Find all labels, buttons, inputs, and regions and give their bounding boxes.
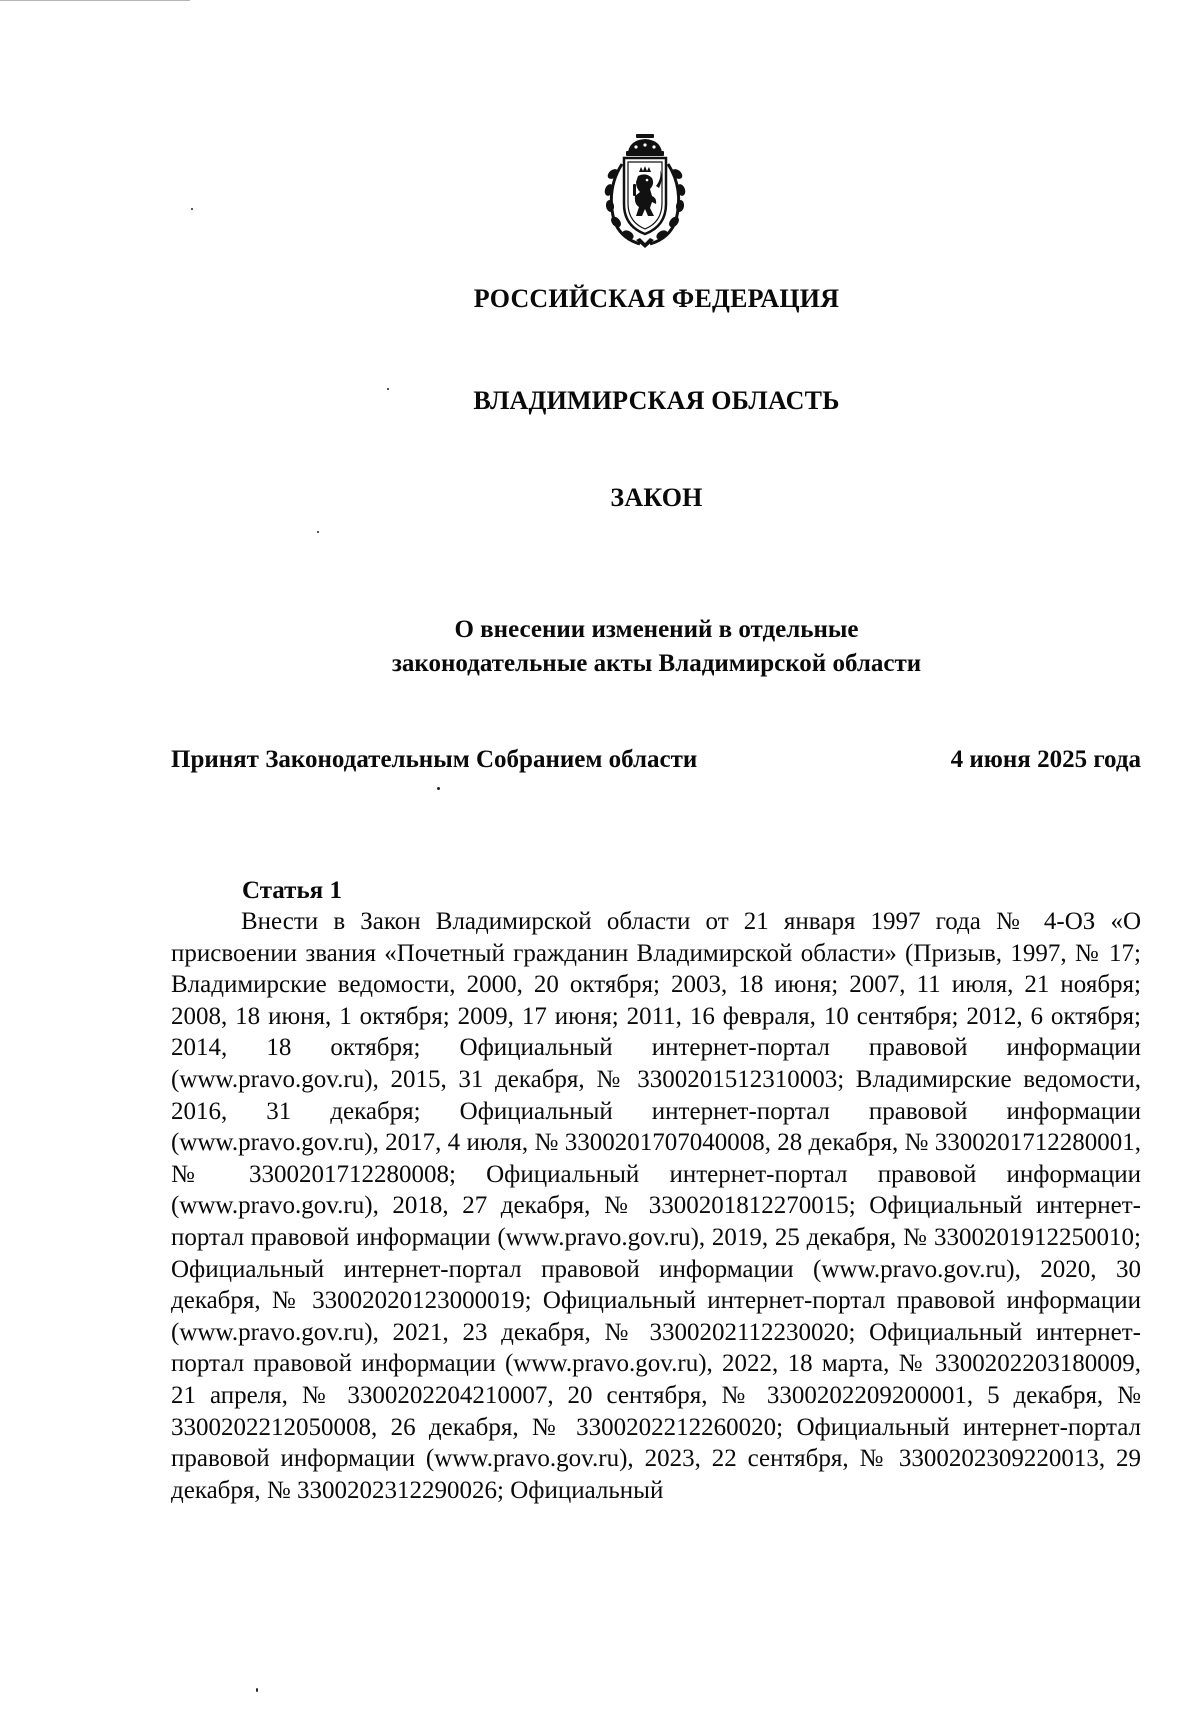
law-subject-line-1: О внесении изменений в отдельные	[454, 616, 859, 643]
scan-speck	[256, 1688, 258, 1692]
law-subject-line-2: законодательные акты Владимирской области	[391, 650, 922, 677]
country-heading: РОССИЙСКАЯ ФЕДЕРАЦИЯ	[473, 284, 840, 313]
scan-speck	[191, 208, 193, 210]
article-body-text: Внести в Закон Владимирской области от 21 января 1997 года № 4-ОЗ «О присвоении звания «Почетный гражданин Владимирской области» (Призыв, 1997, № 17; Владимирские ведомости, 2000, 20 октября; 2003, 18 июня; 2007, 11 июля, 21 ноября; 2008, 18 июня, 1 октября; 2009, 17 июня; 2011, 16 февраля, 10 сентября; 2012, 6 октября; 2014, 18 октября; Официальный интернет-портал правовой информации (www.pravo.gov.ru), 2015, 31 декабря, № 3300201512310003; Владимирские ведомости, 2016, 31 декабря; Официальный интернет-портал правовой информации (www.pravo.gov.ru), 2017, 4 июля, № 3300201707040008, 28 декабря, № 3300201712280001, № 3300201712280008; Официальный интернет-портал правовой информации (www.pravo.gov.ru), 2018, 27 декабря, № 3300201812270015; Официальный интернет-портал правовой информации (www.pravo.gov.ru), 2019, 25 декабря, № 3300201912250010; Официальный интернет-портал правовой информации (www.pravo.gov.ru), 2020, 30 декабря, № 33002020123000019; Официальный интернет-портал правовой информации (www.pravo.gov.ru), 2021, 23 декабря, № 3300202112230020; Официальный интернет-портал правовой информации (www.pravo.gov.ru), 2022, 18 марта, № 3300202203180009, 21 апреля, № 3300202204210007, 20 сентября, № 3300202209200001, 5 декабря, № 3300202212050008, 26 декабря, № 3300202212260020; Официальный интернет-портал правовой информации (www.pravo.gov.ru), 2023, 22 сентября, № 3300202309220013, 29 декабря, № 3300202312290026; Официальный	[171, 908, 1141, 1504]
scan-speck	[437, 787, 440, 790]
adoption-date: 4 июня 2025 года	[950, 746, 1141, 773]
scan-speck	[387, 388, 389, 390]
law-subject-title	[0, 613, 1200, 681]
adoption-line	[171, 746, 1141, 774]
document-type-heading: ЗАКОН	[610, 483, 703, 512]
region-heading: ВЛАДИМИРСКАЯ ОБЛАСТЬ	[473, 386, 840, 415]
top-rule	[0, 0, 190, 1]
scan-speck	[317, 531, 319, 533]
coat-of-arms-icon	[602, 134, 688, 250]
article-heading: Статья 1	[242, 877, 342, 904]
adoption-label: Принят Законодательным Собранием области	[171, 746, 698, 773]
